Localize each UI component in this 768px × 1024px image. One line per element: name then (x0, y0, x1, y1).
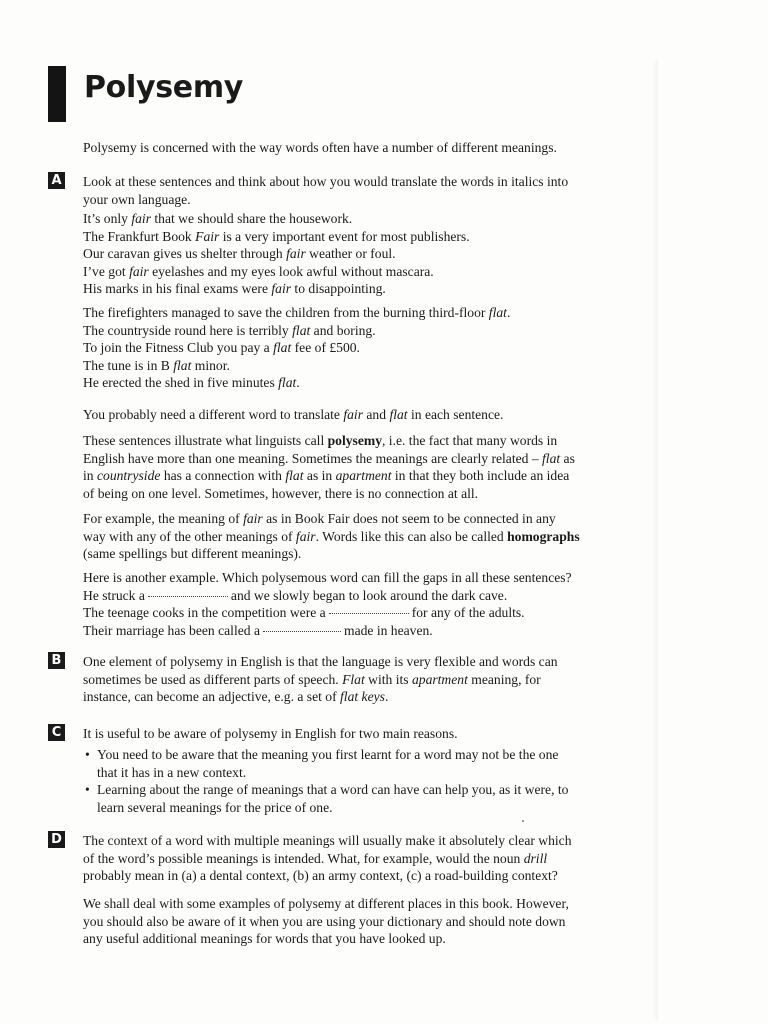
text-line: English have more than one meaning. Sometimes the meanings are clearly related – flat as (83, 450, 575, 466)
section-c-letter: C (48, 724, 65, 741)
intro-paragraph (83, 139, 655, 157)
list-item: • You need to be aware that the meaning you first learnt for a word may not be the one that it has in a new context. (85, 747, 559, 780)
text-line: For example, the meaning of fair as in Book Fair does not seem to be connected in any (83, 511, 556, 526)
fair-sentence: Our caravan gives us shelter through fair weather or foul. (83, 246, 396, 261)
homographs-example (83, 510, 655, 563)
text-line: way with any of the other meanings of fair. Words like this can also be called homographs (83, 528, 580, 544)
closing-paragraph (83, 895, 655, 948)
text-line: of being on one level. Sometimes, however, there is no connection at all. (83, 485, 479, 501)
text-line: you should also be aware of it when you are using your dictionary and should note down (83, 913, 566, 929)
section-d-text (83, 832, 655, 885)
stray-mark (522, 820, 524, 822)
bullet-icon: • (85, 747, 90, 762)
text-line: instance, can become an adjective, e.g. a set of flat keys. (83, 689, 389, 704)
text-line: probably mean in (a) a dental context, (b) an army context, (c) a road-building context? (83, 868, 558, 883)
list-item: • Learning about the range of meanings that a word can have can help you, as it were, to learn several meanings for the price of one. (85, 782, 569, 815)
flat-sentence: The tune is in B flat minor. (83, 357, 230, 373)
section-a-letter: A (48, 172, 65, 189)
section-c-bullets (83, 746, 655, 816)
gap-blank (148, 595, 228, 597)
gap-sentence: He struck a and we slowly began to look around the dark cave. (83, 587, 508, 603)
title-marker-bar (48, 66, 66, 122)
fair-sentence: The Frankfurt Book Fair is a very important event for most publishers. (83, 228, 470, 244)
section-b-letter: B (48, 652, 65, 669)
text-line: sometimes be used as different parts of speech. Flat with its apartment meaning, for (83, 671, 541, 687)
fair-sentences (83, 210, 655, 298)
section-d-letter: D (48, 831, 65, 848)
text-line: Look at these sentences and think about how you would translate the words in italics into (83, 174, 569, 189)
term-homographs: homographs (507, 528, 580, 544)
flat-sentence: The countryside round here is terribly flat and boring. (83, 322, 376, 338)
gap-blank (329, 612, 409, 614)
gap-intro: Here is another example. Which polysemous word can fill the gaps in all these sentences? (83, 570, 572, 585)
fair-sentence: His marks in his final exams were fair to disappointing. (83, 281, 386, 296)
section-a-instruction (83, 173, 655, 208)
text-line: You probably need a different word to translate fair and flat in each sentence. (83, 407, 504, 422)
page-title: Polysemy (84, 70, 244, 105)
fair-sentence: It’s only fair that we should share the housework. (83, 211, 353, 226)
text-line: The context of a word with multiple meanings will usually make it absolutely clear which (83, 833, 572, 848)
polysemy-explanation (83, 432, 655, 502)
flat-sentence: To join the Fitness Club you pay a flat fee of £500. (83, 340, 360, 355)
bullet-icon: • (85, 782, 90, 797)
text-line: One element of polysemy in English is that the language is very flexible and words can (83, 654, 558, 669)
gap-blank (263, 630, 341, 632)
fair-sentence: I’ve got fair eyelashes and my eyes look awful without mascara. (83, 263, 434, 279)
term-polysemy: polysemy (327, 433, 382, 448)
flat-sentence: The firefighters managed to save the children from the burning third-floor flat. (83, 305, 511, 320)
text-line: in countryside has a connection with flat as in apartment in that they both include an idea (83, 468, 570, 483)
section-b-text (83, 653, 655, 706)
gap-exercise (83, 569, 655, 639)
text-line: It is useful to be aware of polysemy in English for two main reasons. (83, 726, 458, 741)
flat-sentence: He erected the shed in five minutes flat. (83, 375, 300, 390)
flat-sentences (83, 304, 655, 392)
gap-sentence: Their marriage has been called a made in heaven. (83, 622, 433, 638)
text-line: (same spellings but different meanings). (83, 546, 302, 561)
text-line: We shall deal with some examples of polysemy at different places in this book. However, (83, 896, 569, 911)
gap-sentence: The teenage cooks in the competition were a for any of the adults. (83, 605, 525, 620)
text-line: any useful additional meanings for words that you have looked up. (83, 931, 446, 946)
section-c-intro (83, 725, 655, 743)
text-line: These sentences illustrate what linguists call polysemy, i.e. the fact that many words in (83, 433, 558, 448)
text-line: your own language. (83, 191, 191, 207)
translate-note (83, 406, 655, 424)
text-line: of the word’s possible meanings is intended. What, for example, would the noun drill (83, 850, 548, 866)
intro-line: Polysemy is concerned with the way words often have a number of different meanings. (83, 140, 557, 155)
